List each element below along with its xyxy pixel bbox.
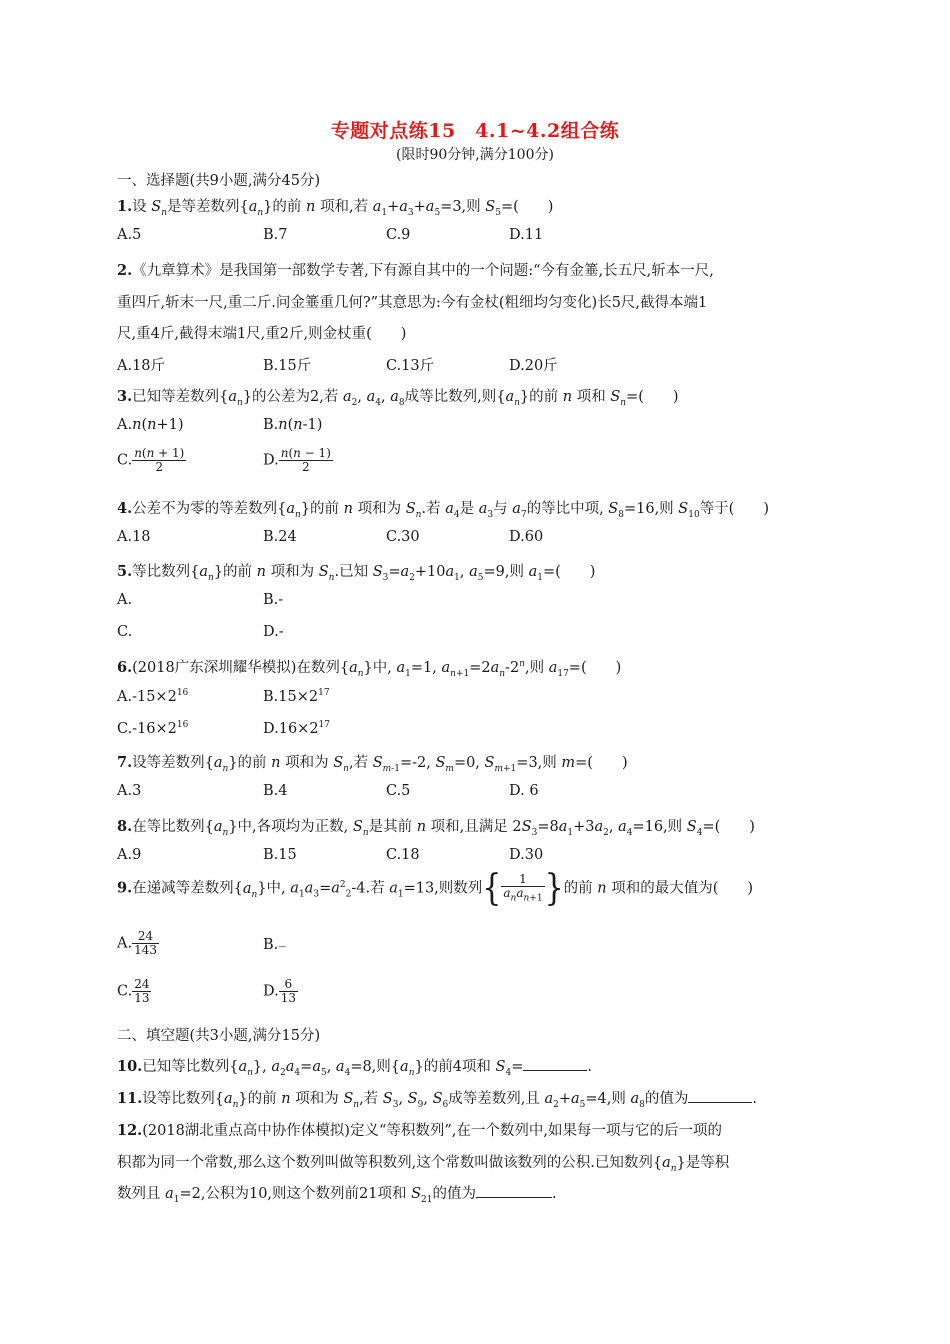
question-number: 9. bbox=[117, 879, 133, 897]
fraction: $\frac{1}{a_na_{n+1}}$ bbox=[503, 872, 543, 904]
question-text: 《九章算术》是我国第一部数学专著,下有源自其中的一个问题:“今有金箠,长五尺,斩本一尺, bbox=[132, 263, 714, 279]
question-6: 6.(2018广东深圳耀华模拟)在数列$\{a_n\}$中, $a_1=1$, $a_{n+1}=2a_n-2^n$,则 $a_{17}=$( ) bbox=[117, 659, 622, 679]
fraction: $\frac{n(n - 1)}{2}$ bbox=[280, 446, 331, 475]
answer-blank[interactable] bbox=[476, 1183, 552, 1198]
question-12 bbox=[117, 1119, 722, 1140]
question-number: 5. bbox=[117, 563, 133, 580]
question-number: 11. bbox=[117, 1090, 143, 1107]
fraction: $\frac{6}{13}$ bbox=[280, 977, 296, 1006]
option-a: A.5 bbox=[117, 227, 142, 243]
question-number: 12. bbox=[117, 1122, 143, 1139]
option-c: C.13斤 bbox=[386, 358, 435, 374]
section-heading-choice: 一、选择题(共9小题,满分45分) bbox=[117, 173, 321, 189]
option-d: D. $\frac{n(n - 1)}{2}$ bbox=[263, 446, 331, 475]
question-2-line-3: 尺,重4斤,截得末端1尺,重2斤,则金杖重( ) bbox=[117, 326, 407, 342]
question-11: 11.设等比数列$\{a_n\}$的前 n 项和为 $S_n$,若 $S_3$, $S_9$, $S_6$成等差数列,且 $a_2+a_5=4$,则 $a_8$的值为 . bbox=[117, 1090, 757, 1110]
option-d: D.60 bbox=[509, 529, 544, 545]
option-b: B.15 bbox=[263, 847, 297, 863]
option-b: B.24 bbox=[263, 529, 297, 545]
page-subtitle: (限时90分钟,满分100分) bbox=[396, 147, 554, 163]
question-number: 3. bbox=[117, 388, 133, 405]
question-4: 4.公差不为零的等差数列$\{a_n\}$的前 n 项和为 $S_n$.若 $a_4$是 $a_3$与 $a_7$的等比中项, $S_8=16$,则 $S_{10}$等于( ) bbox=[117, 500, 770, 520]
option-d: D.20斤 bbox=[509, 358, 558, 374]
option-b: B.4 bbox=[263, 783, 288, 799]
option-a: A. bbox=[117, 592, 133, 608]
option-d: D. $\frac{6}{13}$ bbox=[263, 977, 296, 1006]
option-c: C.30 bbox=[386, 529, 420, 545]
option-a: A.18 bbox=[117, 529, 151, 545]
option-c: C.18 bbox=[386, 847, 420, 863]
fraction: $\frac{24}{13}$ bbox=[134, 977, 150, 1006]
option-d: D. 6 bbox=[509, 783, 539, 799]
option-c: $C.-16\times 2^{16}$ bbox=[117, 720, 189, 737]
option-d: D.11 bbox=[509, 227, 544, 243]
question-12-line-2: 积都为同一个常数,那么这个数列叫做等积数列,这个常数叫做该数列的公积.已知数列$\{a_n\}$是等积 bbox=[117, 1155, 730, 1174]
option-d: D.30 bbox=[509, 847, 544, 863]
section-heading-fill: 二、填空题(共3小题,满分15分) bbox=[117, 1028, 321, 1044]
option-b: B.n(n-1) bbox=[263, 417, 323, 433]
option-c: C.9 bbox=[386, 227, 411, 243]
question-2 bbox=[117, 259, 714, 280]
option-b: $B.15\times 2^{17}$ bbox=[263, 688, 330, 705]
question-number: 2. bbox=[117, 262, 133, 279]
option-a: A.9 bbox=[117, 847, 142, 863]
answer-blank[interactable] bbox=[688, 1088, 752, 1103]
option-c: C. $\frac{24}{13}$ bbox=[117, 977, 150, 1006]
option-a: A. $\frac{24}{143}$ bbox=[117, 929, 157, 958]
option-c: C.5 bbox=[386, 783, 411, 799]
question-8: 8.在等比数列$\{a_n\}$中,各项均为正数, $S_n$是其前 n 项和,且满足 $2S_3=8a_1+3a_2$, $a_4=16$,则 $S_4=$( ) bbox=[117, 818, 755, 838]
question-2-line-2: 重四斤,斩末一尺,重二斤.问金箠重几何?”其意思为:今有金杖(粗细均匀变化)长5尺,截得本端1 bbox=[117, 295, 708, 311]
option-d: D.- bbox=[263, 624, 284, 640]
option-a: $A.-15\times 2^{16}$ bbox=[117, 688, 189, 705]
option-b: B.- bbox=[263, 592, 284, 608]
question-number: 4. bbox=[117, 500, 133, 517]
answer-blank[interactable] bbox=[523, 1056, 587, 1071]
question-number: 6. bbox=[117, 659, 133, 676]
question-3: 3.已知等差数列$\{a_n\}$的公差为2,若 $a_2$, $a_4$, $a_8$成等比数列,则$\{a_n\}$的前 n 项和 $S_n=$( ) bbox=[117, 388, 679, 408]
option-c: C. bbox=[117, 624, 133, 640]
question-text: (2018湖北重点高中协作体模拟)定义“等积数列”,在一个数列中,如果每一项与它的后一项的 bbox=[142, 1123, 722, 1139]
question-12-line-3: 数列且 $a_1=2$,公积为10,则这个数列前21项和 $S_{21}$的值为 . bbox=[117, 1182, 557, 1205]
option-b: B.7 bbox=[263, 227, 288, 243]
option-c: C. $\frac{n(n + 1)}{2}$ bbox=[117, 446, 185, 475]
option-b: B.— bbox=[263, 937, 287, 953]
option-a: A.3 bbox=[117, 783, 142, 799]
question-number: 8. bbox=[117, 818, 133, 835]
question-9: 9.在递减等差数列$\{a_n\}$中, $a_1a_3=a^2_2-4$.若 $a_1=13$,则数列{ $\frac{1}{a_na_{n+1}}$ }的前 n 项和的最大值为( ) bbox=[117, 867, 754, 910]
question-7: 7.设等差数列$\{a_n\}$的前 n 项和为 $S_n$,若 $S_{m-1}=-2$, $S_m=0$, $S_{m+1}=3$,则 m=( ) bbox=[117, 754, 628, 774]
question-number: 7. bbox=[117, 754, 133, 771]
question-10: 10.已知等比数列$\{a_n\}$, $a_2a_4=a_5$, $a_4=8$,则$\{a_n\}$的前4项和 $S_4=$ . bbox=[117, 1058, 592, 1078]
page-title: 专题对点练15 4.1~4.2组合练 bbox=[330, 120, 620, 142]
question-1: 1.设 $S_n$是等差数列$\{a_n\}$的前 n 项和,若 $a_1+a_3+a_5=3$,则 $S_5=$( ) bbox=[117, 198, 554, 218]
fraction: $\frac{n(n + 1)}{2}$ bbox=[134, 446, 185, 475]
question-number: 1. bbox=[117, 198, 133, 215]
question-5: 5.等比数列$\{a_n\}$的前 n 项和为 $S_n$.已知 $S_3=a_2+10a_1$, $a_5=9$,则 $a_1=$( ) bbox=[117, 563, 596, 583]
option-a: A.n(n+1) bbox=[117, 417, 184, 433]
question-number: 10. bbox=[117, 1058, 143, 1075]
fraction: $\frac{24}{143}$ bbox=[134, 929, 157, 958]
option-b: B.15斤 bbox=[263, 358, 312, 374]
option-a: A.18斤 bbox=[117, 358, 166, 374]
option-d: $D.16\times 2^{17}$ bbox=[263, 720, 330, 737]
